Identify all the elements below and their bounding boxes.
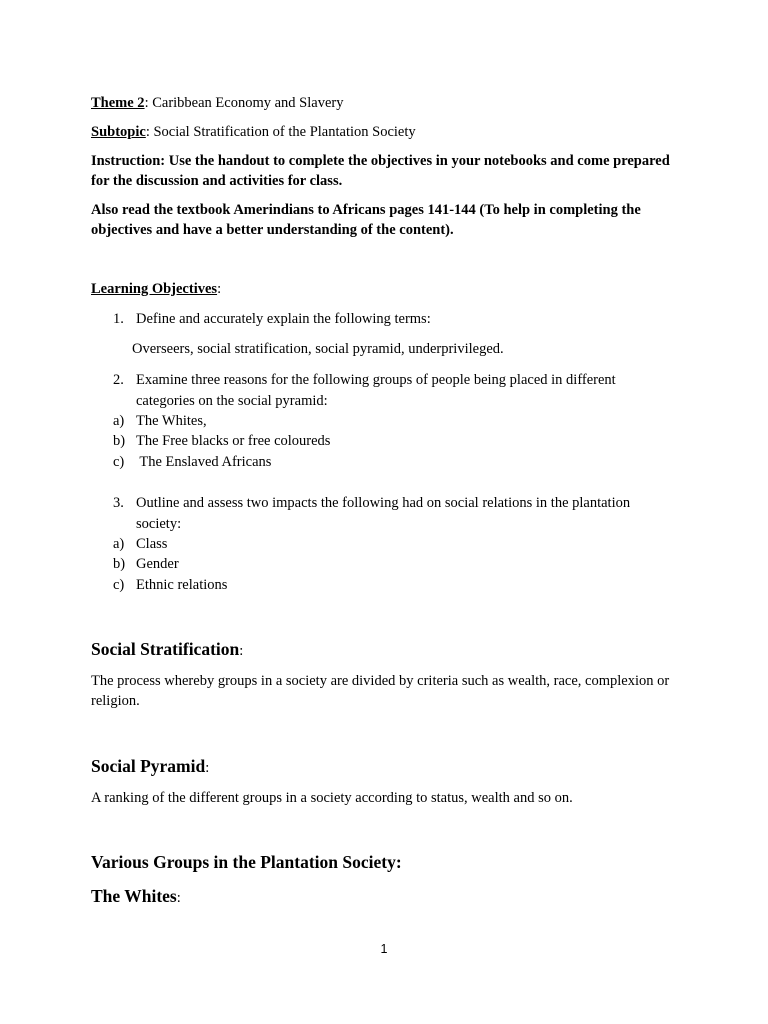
list-item-text: Class: [136, 536, 168, 552]
list-marker: b): [113, 556, 126, 572]
list-item: [0, 431, 768, 452]
list-item: [0, 452, 768, 473]
list-marker: a): [113, 413, 125, 429]
list-item-text: Gender: [136, 556, 179, 572]
heading-colon: :: [239, 643, 244, 659]
objective-1: [0, 309, 768, 330]
also-read-paragraph: Also read the textbook Amerindians to Africans pages 141-144 (To help in completing the objectives and have a better understanding of the content).: [91, 202, 641, 238]
the-whites-heading: [91, 885, 181, 909]
objective-text: Define and accurately explain the following terms:: [136, 311, 431, 327]
list-marker: a): [113, 536, 125, 552]
list-item: [0, 554, 768, 575]
theme-line: [91, 93, 343, 113]
learning-objectives-label: Learning Objectives: [91, 281, 218, 297]
list-item-text: Ethnic relations: [136, 577, 228, 593]
objective-number: 1.: [113, 311, 124, 327]
instruction-paragraph: Instruction: Use the handout to complete the objectives in your notebooks and come prepared for the discussion and activities for class.: [91, 153, 670, 189]
objective-3: [0, 493, 768, 534]
learning-objectives-colon: :: [217, 281, 222, 297]
objective-text: Examine three reasons for the following groups of people being placed in different categories on the social pyramid:: [136, 372, 616, 409]
heading-colon: :: [176, 890, 181, 906]
subtopic-label: Subtopic: [91, 124, 146, 140]
heading-text: Social Stratification: [91, 639, 240, 659]
list-marker: b): [113, 433, 126, 449]
list-item: [0, 534, 768, 555]
list-item-text: The Free blacks or free coloureds: [136, 433, 331, 449]
objective-number: 3.: [113, 495, 124, 511]
subtopic-text: : Social Stratification of the Plantation Society: [145, 124, 416, 140]
subtopic-line: [91, 122, 416, 142]
social-pyramid-heading: [91, 755, 209, 779]
objective-number: 2.: [113, 372, 124, 388]
list-marker: c): [113, 454, 125, 470]
objective-1-terms: Overseers, social stratification, social pyramid, underprivileged.: [132, 341, 504, 357]
list-marker: c): [113, 577, 125, 593]
objective-text: Outline and assess two impacts the following had on social relations in the plantation society:: [136, 495, 631, 532]
theme-text: : Caribbean Economy and Slavery: [144, 95, 344, 111]
learning-objectives-heading: [91, 279, 221, 299]
heading-text: Social Pyramid: [91, 756, 206, 776]
page-number: 1: [380, 942, 388, 956]
heading-colon: :: [205, 760, 210, 776]
social-stratification-heading: [91, 638, 243, 662]
social-stratification-definition: The process whereby groups in a society are divided by criteria such as wealth, race, complexion or religion.: [91, 673, 670, 709]
list-item-text: The Enslaved Africans: [136, 454, 272, 470]
list-item: [0, 411, 768, 432]
theme-label: Theme 2: [91, 95, 145, 111]
various-groups-heading: Various Groups in the Plantation Society:: [91, 852, 402, 872]
list-item-text: The Whites,: [136, 413, 207, 429]
heading-text: The Whites: [91, 886, 177, 906]
objective-2: [0, 370, 768, 411]
social-pyramid-definition: A ranking of the different groups in a society according to status, wealth and so on.: [91, 790, 573, 806]
list-item: [0, 575, 768, 596]
